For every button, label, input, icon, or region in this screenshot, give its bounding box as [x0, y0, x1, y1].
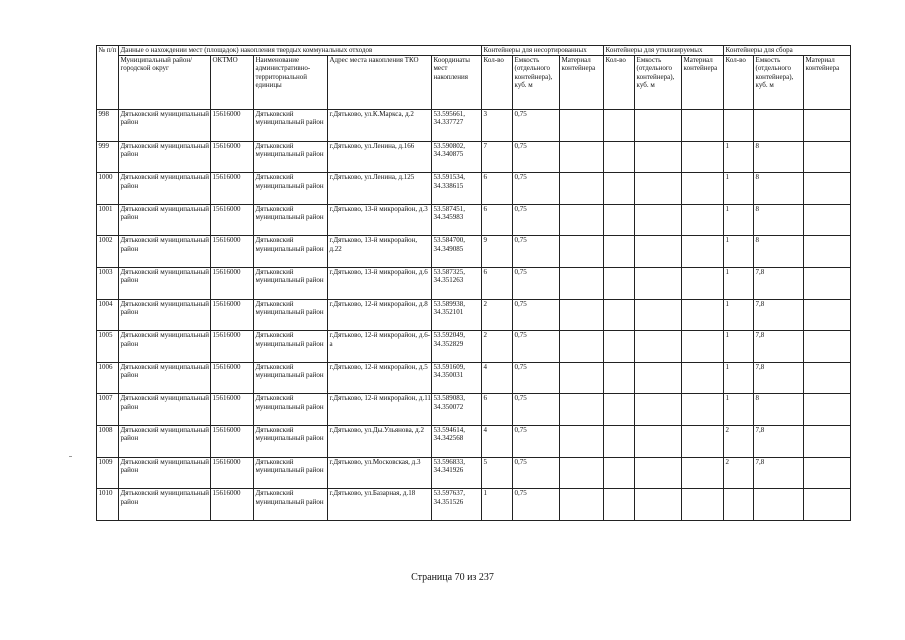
table-row — [97, 141, 851, 173]
header-row-columns — [97, 56, 851, 110]
cell-unsorted-material — [560, 173, 604, 205]
cell-oktmo: 15616000 — [211, 173, 254, 205]
cell-unsorted-capacity: 0,75 — [513, 362, 560, 394]
cell-collection-count: 1 — [724, 299, 754, 331]
cell-coords — [432, 425, 482, 457]
cell-oktmo: 15616000 — [211, 362, 254, 394]
cell-recycled-capacity — [635, 299, 682, 331]
cell-address: г.Дятьково, ул.Базарная, д.18 — [328, 489, 432, 521]
cell-recycled-material — [682, 141, 724, 173]
waste-sites-table — [96, 45, 851, 521]
cell-unsorted-capacity: 0,75 — [513, 173, 560, 205]
header-group-location: Данные о нахождении мест (площадок) накопления твердых коммунальных отходов — [119, 46, 482, 56]
coord-lat: 53.591609, — [433, 362, 465, 371]
table-row — [97, 394, 851, 426]
cell-recycled-material — [682, 173, 724, 205]
cell-oktmo: 15616000 — [211, 425, 254, 457]
cell-oktmo: 15616000 — [211, 204, 254, 236]
header-num: № п/п — [97, 46, 119, 110]
cell-collection-material — [804, 236, 851, 268]
cell-unsorted-capacity: 0,75 — [513, 141, 560, 173]
cell-recycled-capacity — [635, 362, 682, 394]
cell-coords — [432, 236, 482, 268]
cell-unsorted-count: 9 — [482, 236, 513, 268]
cell-unsorted-count: 4 — [482, 362, 513, 394]
cell-collection-material — [804, 489, 851, 521]
cell-coords — [432, 457, 482, 489]
cell-collection-capacity: 7,8 — [754, 331, 804, 363]
cell-recycled-count — [604, 331, 635, 363]
header-collection-material: Материал контейнера — [804, 56, 851, 110]
coord-lat: 53.596833, — [433, 457, 465, 466]
margin-mark — [69, 456, 72, 457]
cell-collection-count — [724, 110, 754, 142]
cell-unsorted-count: 4 — [482, 425, 513, 457]
cell-unsorted-count: 6 — [482, 267, 513, 299]
cell-collection-material — [804, 204, 851, 236]
cell-recycled-count — [604, 362, 635, 394]
cell-unsorted-capacity: 0,75 — [513, 425, 560, 457]
cell-unsorted-count: 6 — [482, 173, 513, 205]
cell-unsorted-material — [560, 267, 604, 299]
cell-oktmo: 15616000 — [211, 110, 254, 142]
cell-collection-capacity: 8 — [754, 236, 804, 268]
cell-recycled-capacity — [635, 457, 682, 489]
cell-admin-unit: Дятьковский муниципальный район — [254, 110, 328, 142]
page-number: Страница 70 из 237 — [411, 572, 494, 583]
cell-collection-count: 1 — [724, 362, 754, 394]
cell-coords — [432, 141, 482, 173]
cell-collection-count: 2 — [724, 457, 754, 489]
cell-district: Дятьковский муниципальный район — [119, 457, 211, 489]
cell-recycled-capacity — [635, 425, 682, 457]
table-row — [97, 204, 851, 236]
coord-lon: 34.351526 — [433, 497, 464, 506]
cell-collection-material — [804, 267, 851, 299]
table-row — [97, 331, 851, 363]
cell-collection-count: 1 — [724, 204, 754, 236]
cell-collection-material — [804, 394, 851, 426]
cell-collection-count: 2 — [724, 425, 754, 457]
cell-recycled-count — [604, 299, 635, 331]
cell-recycled-capacity — [635, 331, 682, 363]
cell-collection-capacity: 8 — [754, 204, 804, 236]
header-row-groups — [97, 46, 851, 56]
cell-recycled-material — [682, 204, 724, 236]
cell-unsorted-material — [560, 489, 604, 521]
cell-oktmo: 15616000 — [211, 457, 254, 489]
cell-recycled-capacity — [635, 267, 682, 299]
cell-oktmo: 15616000 — [211, 394, 254, 426]
cell-recycled-count — [604, 489, 635, 521]
cell-admin-unit: Дятьковский муниципальный район — [254, 362, 328, 394]
cell-unsorted-capacity: 0,75 — [513, 331, 560, 363]
coord-lon: 34.345983 — [433, 213, 464, 222]
cell-unsorted-count: 5 — [482, 457, 513, 489]
cell-oktmo: 15616000 — [211, 236, 254, 268]
cell-admin-unit: Дятьковский муниципальный район — [254, 173, 328, 205]
cell-district: Дятьковский муниципальный район — [119, 141, 211, 173]
cell-recycled-capacity — [635, 110, 682, 142]
cell-collection-material — [804, 331, 851, 363]
cell-collection-count — [724, 489, 754, 521]
cell-unsorted-material — [560, 141, 604, 173]
table-row — [97, 299, 851, 331]
cell-admin-unit: Дятьковский муниципальный район — [254, 204, 328, 236]
cell-oktmo: 15616000 — [211, 267, 254, 299]
cell-recycled-capacity — [635, 204, 682, 236]
cell-unsorted-capacity: 0,75 — [513, 236, 560, 268]
cell-collection-capacity: 7,8 — [754, 267, 804, 299]
coord-lon: 34.338615 — [433, 181, 464, 190]
cell-unsorted-material — [560, 425, 604, 457]
cell-num: 1006 — [97, 362, 119, 394]
cell-collection-material — [804, 173, 851, 205]
table-row — [97, 236, 851, 268]
table-row — [97, 489, 851, 521]
cell-recycled-material — [682, 236, 724, 268]
cell-num: 1010 — [97, 489, 119, 521]
cell-num: 1004 — [97, 299, 119, 331]
cell-unsorted-capacity: 0,75 — [513, 489, 560, 521]
coord-lat: 53.584700, — [433, 236, 465, 245]
cell-unsorted-material — [560, 457, 604, 489]
coord-lon: 34.337727 — [433, 118, 464, 127]
cell-unsorted-capacity: 0,75 — [513, 267, 560, 299]
cell-district: Дятьковский муниципальный район — [119, 110, 211, 142]
cell-admin-unit: Дятьковский муниципальный район — [254, 141, 328, 173]
cell-collection-capacity: 7,8 — [754, 362, 804, 394]
cell-recycled-material — [682, 110, 724, 142]
coord-lon: 34.352829 — [433, 339, 464, 348]
coord-lon: 34.352101 — [433, 307, 464, 316]
cell-unsorted-count: 1 — [482, 489, 513, 521]
table-row — [97, 173, 851, 205]
cell-recycled-count — [604, 110, 635, 142]
header-unsorted-material: Материал контейнера — [560, 56, 604, 110]
cell-recycled-count — [604, 267, 635, 299]
cell-address: г.Дятьково, ул.Ленина, д.125 — [328, 173, 432, 205]
coord-lon: 34.342568 — [433, 434, 464, 443]
cell-recycled-material — [682, 457, 724, 489]
cell-address: г.Дятьково, 12-й микрорайон, д.11 — [328, 394, 432, 426]
cell-recycled-capacity — [635, 489, 682, 521]
cell-collection-capacity: 7,8 — [754, 425, 804, 457]
coord-lat: 53.592049, — [433, 331, 465, 340]
cell-num: 999 — [97, 141, 119, 173]
coord-lon: 34.349085 — [433, 244, 464, 253]
cell-oktmo: 15616000 — [211, 331, 254, 363]
cell-num: 1003 — [97, 267, 119, 299]
cell-collection-capacity — [754, 489, 804, 521]
coord-lat: 53.597637, — [433, 489, 465, 498]
cell-admin-unit: Дятьковский муниципальный район — [254, 267, 328, 299]
header-group-unsorted: Контейнеры для несортированных — [482, 46, 604, 56]
cell-recycled-count — [604, 173, 635, 205]
cell-unsorted-count: 6 — [482, 394, 513, 426]
cell-unsorted-material — [560, 299, 604, 331]
coord-lat: 53.591534, — [433, 173, 465, 182]
cell-district: Дятьковский муниципальный район — [119, 236, 211, 268]
cell-coords — [432, 331, 482, 363]
cell-num: 1007 — [97, 394, 119, 426]
cell-recycled-count — [604, 425, 635, 457]
cell-admin-unit: Дятьковский муниципальный район — [254, 331, 328, 363]
cell-num: 1009 — [97, 457, 119, 489]
coord-lon: 34.341926 — [433, 465, 464, 474]
coord-lon: 34.350072 — [433, 402, 464, 411]
cell-address: г.Дятьково, 13-й микрорайон, д.6 — [328, 267, 432, 299]
header-admin-unit: Наименование административно-территориальной единицы — [254, 56, 328, 110]
header-collection-capacity: Емкость (отдельного контейнера), куб. м — [754, 56, 804, 110]
cell-coords — [432, 299, 482, 331]
coord-lat: 53.587451, — [433, 204, 465, 213]
cell-address: г.Дятьково, ул.К.Маркса, д.2 — [328, 110, 432, 142]
cell-district: Дятьковский муниципальный район — [119, 299, 211, 331]
header-recycled-capacity: Емкость (отдельного контейнера), куб. м — [635, 56, 682, 110]
cell-unsorted-material — [560, 110, 604, 142]
cell-recycled-count — [604, 457, 635, 489]
cell-num: 1005 — [97, 331, 119, 363]
cell-collection-capacity — [754, 110, 804, 142]
cell-district: Дятьковский муниципальный район — [119, 394, 211, 426]
header-address: Адрес места накопления ТКО — [328, 56, 432, 110]
table-body — [97, 110, 851, 521]
cell-address: г.Дятьково, 13-й микрорайон, д.3 — [328, 204, 432, 236]
cell-collection-capacity: 8 — [754, 394, 804, 426]
cell-num: 998 — [97, 110, 119, 142]
coord-lon: 34.340875 — [433, 150, 464, 158]
cell-unsorted-count: 2 — [482, 299, 513, 331]
cell-coords — [432, 173, 482, 205]
cell-collection-count: 1 — [724, 236, 754, 268]
cell-coords — [432, 394, 482, 426]
cell-collection-capacity: 8 — [754, 173, 804, 205]
cell-recycled-capacity — [635, 173, 682, 205]
cell-collection-material — [804, 457, 851, 489]
coord-lon: 34.351263 — [433, 276, 464, 285]
cell-district: Дятьковский муниципальный район — [119, 331, 211, 363]
cell-recycled-material — [682, 425, 724, 457]
cell-district: Дятьковский муниципальный район — [119, 362, 211, 394]
cell-num: 1008 — [97, 425, 119, 457]
cell-unsorted-capacity: 0,75 — [513, 457, 560, 489]
coord-lon: 34.350031 — [433, 371, 464, 380]
cell-unsorted-capacity: 0,75 — [513, 299, 560, 331]
cell-coords — [432, 267, 482, 299]
cell-admin-unit: Дятьковский муниципальный район — [254, 236, 328, 268]
cell-recycled-material — [682, 267, 724, 299]
coord-lat: 53.589083, — [433, 394, 465, 403]
cell-collection-count: 1 — [724, 331, 754, 363]
cell-admin-unit: Дятьковский муниципальный район — [254, 394, 328, 426]
cell-unsorted-count: 3 — [482, 110, 513, 142]
cell-oktmo: 15616000 — [211, 299, 254, 331]
cell-address: г.Дятьково, 12-й микрорайон, д.5 — [328, 362, 432, 394]
cell-district: Дятьковский муниципальный район — [119, 267, 211, 299]
header-coords: Координаты мест накопления — [432, 56, 482, 110]
cell-unsorted-capacity: 0,75 — [513, 110, 560, 142]
cell-district: Дятьковский муниципальный район — [119, 425, 211, 457]
header-collection-count: Кол-во — [724, 56, 754, 110]
cell-district: Дятьковский муниципальный район — [119, 204, 211, 236]
cell-address: г.Дятьково, ул.Ды.Ульянова, д.2 — [328, 425, 432, 457]
cell-unsorted-material — [560, 236, 604, 268]
cell-admin-unit: Дятьковский муниципальный район — [254, 299, 328, 331]
cell-collection-count: 1 — [724, 173, 754, 205]
header-group-collection: Контейнеры для сбора — [724, 46, 851, 56]
cell-collection-capacity: 7,8 — [754, 457, 804, 489]
cell-recycled-material — [682, 489, 724, 521]
header-group-recycled: Контейнеры для утилизируемых — [604, 46, 724, 56]
cell-recycled-material — [682, 362, 724, 394]
cell-collection-material — [804, 141, 851, 173]
cell-collection-capacity: 7,8 — [754, 299, 804, 331]
cell-address: г.Дятьково, ул.Ленина, д.166 — [328, 141, 432, 173]
table-row — [97, 267, 851, 299]
cell-unsorted-count: 6 — [482, 204, 513, 236]
coord-lat: 53.595661, — [433, 110, 465, 118]
cell-address: г.Дятьково, 13-й микрорайон, д.22 — [328, 236, 432, 268]
cell-recycled-count — [604, 141, 635, 173]
table-row — [97, 425, 851, 457]
cell-address: г.Дятьково, ул.Московская, д.3 — [328, 457, 432, 489]
coord-lat: 53.590802, — [433, 141, 465, 150]
cell-num: 1000 — [97, 173, 119, 205]
coord-lat: 53.589938, — [433, 299, 465, 308]
cell-recycled-capacity — [635, 394, 682, 426]
cell-address: г.Дятьково, 12-й микрорайон, д.6-а — [328, 331, 432, 363]
cell-admin-unit: Дятьковский муниципальный район — [254, 489, 328, 521]
cell-collection-material — [804, 299, 851, 331]
cell-num: 1002 — [97, 236, 119, 268]
table-row — [97, 110, 851, 142]
cell-num: 1001 — [97, 204, 119, 236]
cell-unsorted-material — [560, 362, 604, 394]
cell-admin-unit: Дятьковский муниципальный район — [254, 457, 328, 489]
cell-collection-count: 1 — [724, 141, 754, 173]
cell-recycled-count — [604, 204, 635, 236]
header-unsorted-capacity: Емкость (отдельного контейнера), куб. м — [513, 56, 560, 110]
cell-unsorted-material — [560, 204, 604, 236]
cell-unsorted-material — [560, 331, 604, 363]
cell-unsorted-count: 2 — [482, 331, 513, 363]
cell-district: Дятьковский муниципальный район — [119, 489, 211, 521]
cell-oktmo: 15616000 — [211, 141, 254, 173]
cell-unsorted-material — [560, 394, 604, 426]
header-oktmo: ОКТМО — [211, 56, 254, 110]
cell-recycled-capacity — [635, 141, 682, 173]
cell-collection-count: 1 — [724, 394, 754, 426]
cell-collection-material — [804, 362, 851, 394]
cell-coords — [432, 204, 482, 236]
header-recycled-count: Кол-во — [604, 56, 635, 110]
cell-recycled-count — [604, 394, 635, 426]
cell-collection-capacity: 8 — [754, 141, 804, 173]
cell-collection-material — [804, 110, 851, 142]
cell-district: Дятьковский муниципальный район — [119, 173, 211, 205]
cell-recycled-material — [682, 331, 724, 363]
cell-oktmo: 15616000 — [211, 489, 254, 521]
table-row — [97, 457, 851, 489]
cell-unsorted-capacity: 0,75 — [513, 394, 560, 426]
cell-collection-count: 1 — [724, 267, 754, 299]
cell-recycled-material — [682, 394, 724, 426]
header-unsorted-count: Кол-во — [482, 56, 513, 110]
cell-unsorted-capacity: 0,75 — [513, 204, 560, 236]
cell-address: г.Дятьково, 12-й микрорайон, д.8 — [328, 299, 432, 331]
header-municipal: Муниципальный район/городской округ — [119, 56, 211, 110]
cell-recycled-capacity — [635, 236, 682, 268]
cell-unsorted-count: 7 — [482, 141, 513, 173]
cell-admin-unit: Дятьковский муниципальный район — [254, 425, 328, 457]
coord-lat: 53.587325, — [433, 267, 465, 276]
cell-coords — [432, 489, 482, 521]
cell-coords — [432, 110, 482, 142]
table-row — [97, 362, 851, 394]
cell-recycled-material — [682, 299, 724, 331]
cell-coords — [432, 362, 482, 394]
cell-recycled-count — [604, 236, 635, 268]
header-recycled-material: Материал контейнера — [682, 56, 724, 110]
coord-lat: 53.594614, — [433, 425, 465, 434]
cell-collection-material — [804, 425, 851, 457]
